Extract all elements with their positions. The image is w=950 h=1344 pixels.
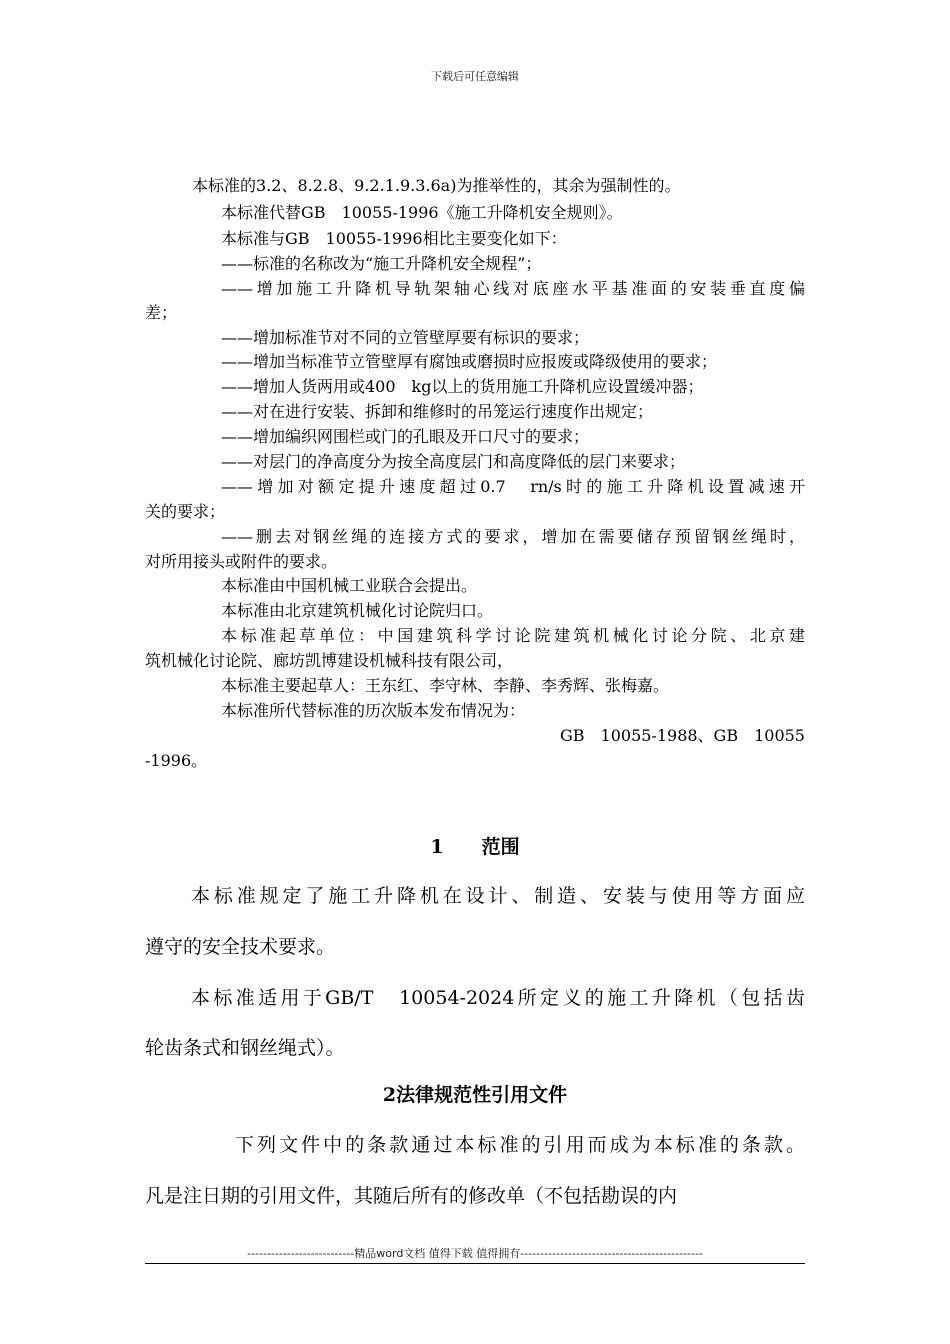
foreword-line: 关的要求；	[145, 502, 226, 521]
foreword-line: ——增加标准节对不同的立管壁厚要有标识的要求；	[221, 328, 590, 347]
foreword-line: ——增加编织网围栏或门的孔眼及开口尺寸的要求；	[221, 427, 590, 446]
foreword-line: ——增加施工升降机导轨架轴心线对底座水平基准面的安装垂直度偏	[221, 279, 805, 298]
body-line: 本标准适用于GB/T 10054-2024所定义的施工升降机（包括齿	[191, 987, 805, 1009]
foreword-line: 本标准的3.2、8.2.8、9.2.1.9.3.6a)为推举性的，其余为强制性的。	[192, 176, 681, 195]
body-line: 下列文件中的条款通过本标准的引用而成为本标准的条款。	[235, 1134, 805, 1156]
body-line: 遵守的安全技术要求。	[145, 936, 336, 958]
page-footer: ---------------------------精品word文档 值得下载 值得拥有----------------------------------------------	[247, 1247, 703, 1260]
foreword-line: 本标准与GB 10055-1996相比主要变化如下：	[221, 229, 567, 248]
body-line: 凡是注日期的引用文件，其随后所有的修改单（不包括勘误的内	[145, 1185, 678, 1207]
foreword-line: 本标准主要起草人：王东红、李守林、李静、李秀辉、张梅嘉。	[221, 676, 670, 695]
foreword-line: ——增加对额定提升速度超过0.7 rn/s时的施工升降机设置减速开	[221, 477, 805, 496]
foreword-line: 本标准代替GB 10055-1996《施工升降机安全规则》。	[221, 203, 623, 222]
body-line: 本标准规定了施工升降机在设计、制造、安装与使用等方面应	[191, 885, 805, 907]
foreword-line: GB 10055-1988、GB 10055	[559, 726, 805, 745]
section-heading: 1 范围	[430, 836, 520, 858]
foreword-line: 本标准所代替标准的历次版本发布情况为：	[221, 701, 526, 720]
foreword-line: -1996。	[145, 751, 208, 770]
foreword-line: ——增加当标准节立管壁厚有腐蚀或磨损时应报废或降级使用的要求；	[221, 352, 718, 371]
page-header: 下载后可任意编辑	[431, 70, 519, 83]
section-heading: 2法律规范性引用文件	[382, 1084, 568, 1106]
foreword-line: ——标准的名称改为“施工升降机安全规程”；	[221, 254, 542, 273]
foreword-line: 本标准由中国机械工业联合会提出。	[221, 576, 478, 595]
foreword-line: 筑机械化讨论院、廊坊凯博建设机械科技有限公司，	[145, 651, 514, 670]
foreword-line: 本标准由北京建筑机械化讨论院归口。	[221, 601, 494, 620]
foreword-line: ——增加人货两用或400 kg以上的货用施工升降机应设置缓冲器；	[221, 377, 704, 396]
foreword-line: 差；	[145, 303, 178, 322]
foreword-line: ——对层门的净高度分为按全高度层门和高度降低的层门来要求；	[221, 452, 686, 471]
foreword-line: 对所用接头或附件的要求。	[145, 552, 338, 571]
footer-divider	[145, 1263, 805, 1264]
foreword-line: ——删去对钢丝绳的连接方式的要求，增加在需要储存预留钢丝绳时，	[221, 527, 805, 546]
foreword-line: 本标准起草单位：中国建筑科学讨论院建筑机械化讨论分院、北京建	[221, 626, 805, 645]
foreword-line: ——对在进行安装、拆卸和维修时的吊笼运行速度作出规定；	[221, 402, 654, 421]
body-line: 轮齿条式和钢丝绳式）。	[145, 1037, 345, 1059]
